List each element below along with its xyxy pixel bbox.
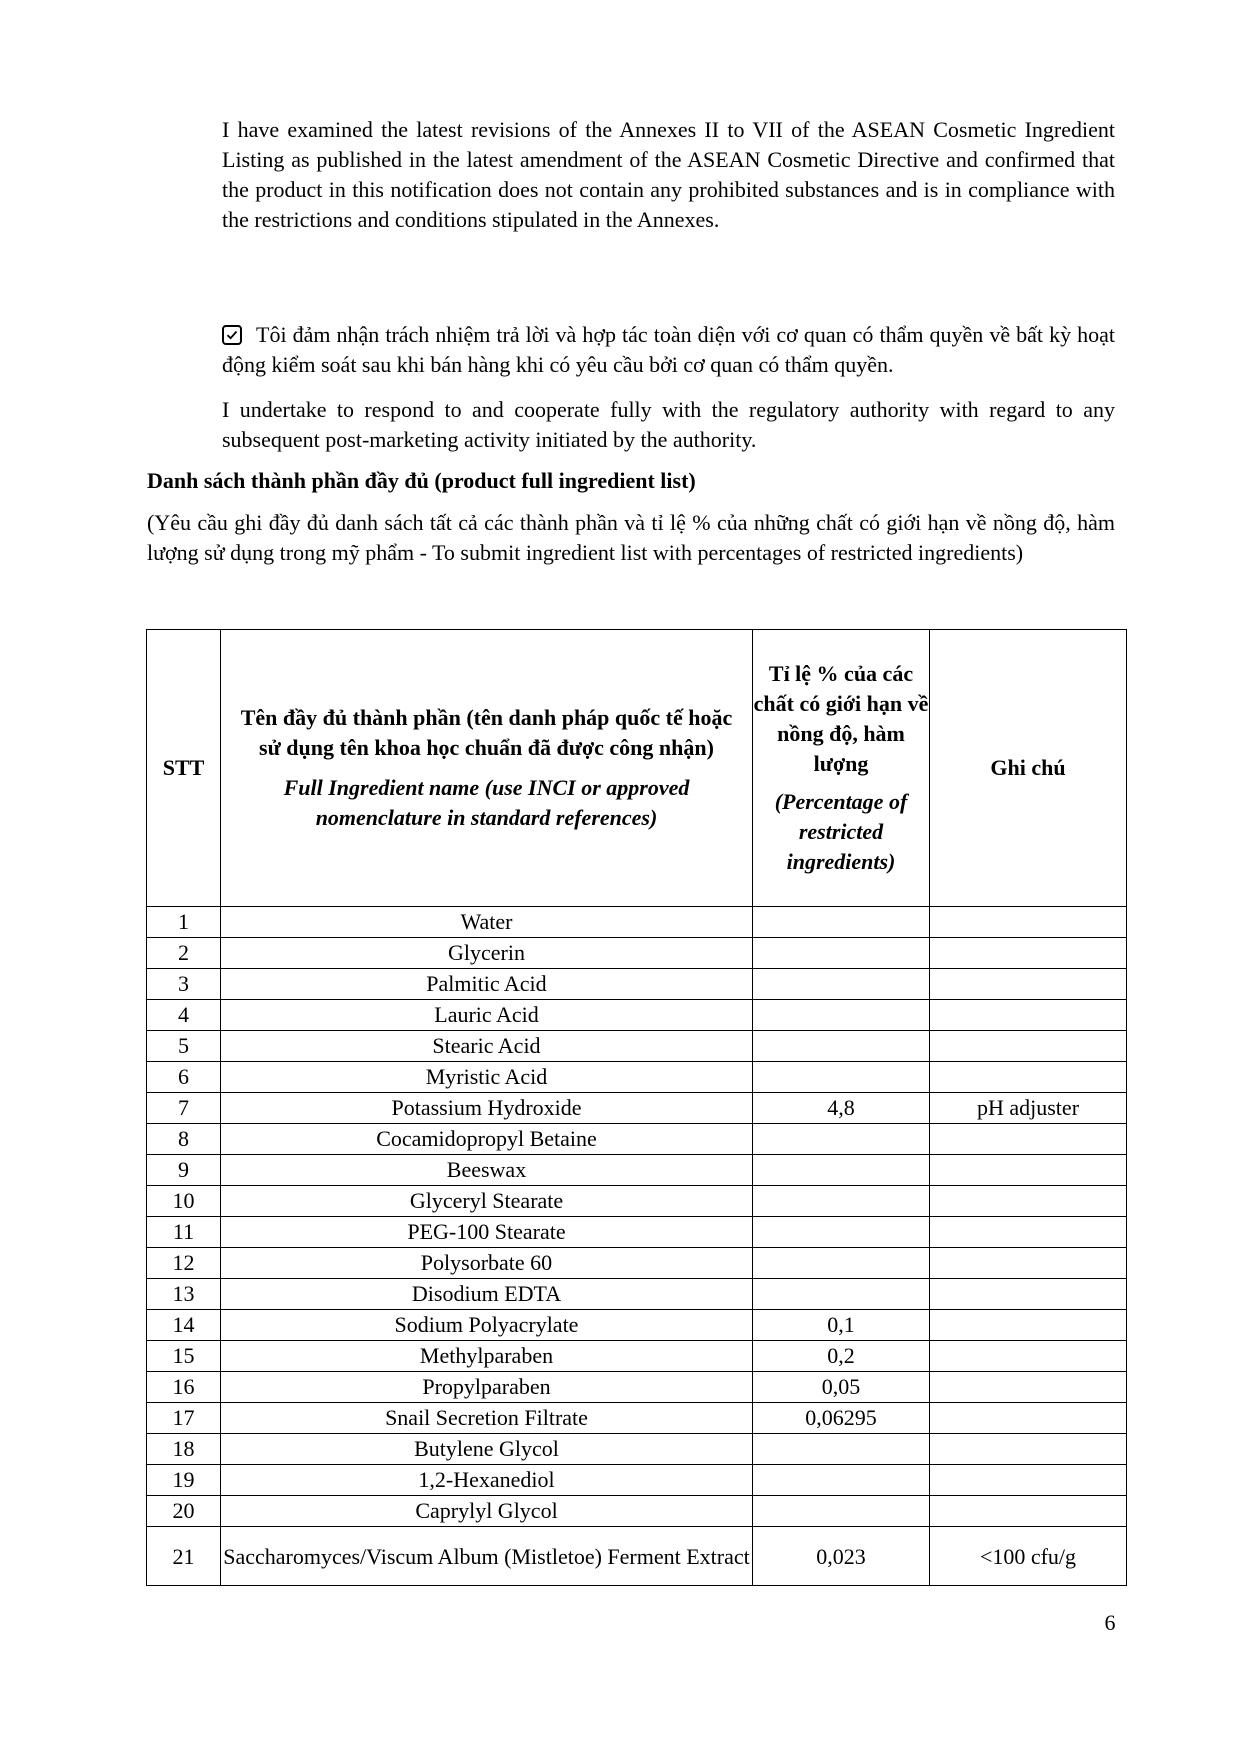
table-row [147,1310,1127,1341]
table-row [147,1279,1127,1310]
table-row [147,938,1127,969]
row-percentage [753,1248,930,1279]
row-percentage [753,1062,930,1093]
row-percentage [753,1155,930,1186]
row-note [930,1248,1127,1279]
row-percentage: 0,1 [753,1310,930,1341]
header-percent-vi: Tỉ lệ % của các chất có giới hạn về nồng độ, hàm lượng [753,661,929,776]
row-stt: 17 [147,1403,221,1434]
row-stt: 13 [147,1279,221,1310]
row-stt: 16 [147,1372,221,1403]
row-note [930,1279,1127,1310]
row-ingredient: Beeswax [221,1155,753,1186]
page-number: 6 [1104,1610,1116,1635]
row-percentage: 0,2 [753,1341,930,1372]
row-ingredient: Myristic Acid [221,1062,753,1093]
row-stt: 12 [147,1248,221,1279]
row-note [930,1372,1127,1403]
row-stt: 15 [147,1341,221,1372]
table-row [147,1248,1127,1279]
checkmark-icon [226,329,238,341]
row-ingredient: Potassium Hydroxide [221,1093,753,1124]
table-row [147,1155,1127,1186]
row-note [930,1465,1127,1496]
table-row [147,1465,1127,1496]
table-row [147,1000,1127,1031]
row-percentage [753,1186,930,1217]
row-ingredient: Cocamidopropyl Betaine [221,1124,753,1155]
row-percentage: 0,05 [753,1372,930,1403]
row-note [930,1186,1127,1217]
table-row [147,1124,1127,1155]
row-percentage: 0,023 [753,1527,930,1586]
header-percent-en: (Percentage of restricted ingredients) [774,789,908,874]
row-ingredient: Caprylyl Glycol [221,1496,753,1527]
row-note [930,938,1127,969]
ingredient-list-instruction: (Yêu cầu ghi đầy đủ danh sách tất cả các thành phần và tỉ lệ % của những chất có giới hạn về nồng độ, hàm lượng sử dụng trong mỹ phẩm - To submit ingredient list with percentages of restricted ingredients) [147,510,1115,565]
table-header-row [147,630,1127,907]
annex-statement: I have examined the latest revisions of the Annexes II to VII of the ASEAN Cosmetic Ingredient Listing as published in the latest amendment of the ASEAN Cosmetic Directive and confirmed that the product in this notification does not contain any prohibited substances and is in compliance with the restrictions and conditions stipulated in the Annexes. [222,117,1115,232]
ingredient-table [146,629,1127,1586]
table-row [147,1403,1127,1434]
row-percentage [753,1279,930,1310]
row-note [930,1403,1127,1434]
row-note [930,1124,1127,1155]
row-percentage [753,1217,930,1248]
row-ingredient: Snail Secretion Filtrate [221,1403,753,1434]
table-row [147,907,1127,938]
row-percentage [753,1496,930,1527]
row-stt: 3 [147,969,221,1000]
table-row [147,1062,1127,1093]
header-percentage [753,630,930,907]
row-note [930,1310,1127,1341]
row-ingredient: Lauric Acid [221,1000,753,1031]
header-name-vi: Tên đầy đủ thành phần (tên danh pháp quốc tế hoặc sử dụng tên khoa học chuẩn đã được công nhận) [240,705,733,760]
row-percentage [753,1465,930,1496]
row-note [930,1031,1127,1062]
ingredient-list-heading: Danh sách thành phần đầy đủ (product full ingredient list) [147,468,696,493]
row-note [930,1000,1127,1031]
row-stt: 7 [147,1093,221,1124]
row-percentage [753,1124,930,1155]
checked-checkbox-icon[interactable] [222,325,242,345]
table-row [147,1434,1127,1465]
row-stt: 11 [147,1217,221,1248]
row-percentage [753,907,930,938]
table-row [147,1341,1127,1372]
table-row [147,1186,1127,1217]
row-note [930,969,1127,1000]
row-note [930,1434,1127,1465]
row-percentage: 4,8 [753,1093,930,1124]
row-note [930,1217,1127,1248]
row-ingredient: 1,2-Hexanediol [221,1465,753,1496]
row-stt: 8 [147,1124,221,1155]
row-percentage [753,1031,930,1062]
undertaking-en: I undertake to respond to and cooperate fully with the regulatory authority with regard to any subsequent post-marketing activity initiated by the authority. [222,397,1115,452]
row-stt: 18 [147,1434,221,1465]
row-ingredient: Saccharomyces/Viscum Album (Mistletoe) Ferment Extract [221,1527,753,1586]
row-percentage [753,1434,930,1465]
row-note: pH adjuster [930,1093,1127,1124]
row-percentage: 0,06295 [753,1403,930,1434]
undertaking-vi-text: Tôi đảm nhận trách nhiệm trả lời và hợp tác toàn diện với cơ quan có thẩm quyền về bất kỳ hoạt động kiểm soát sau khi bán hàng khi có yêu cầu bởi cơ quan có thẩm quyền. [222,322,1115,377]
undertaking-vi-paragraph [222,320,1115,380]
row-stt: 14 [147,1310,221,1341]
row-stt: 10 [147,1186,221,1217]
row-stt: 20 [147,1496,221,1527]
row-percentage [753,938,930,969]
row-note [930,1496,1127,1527]
table-row [147,1031,1127,1062]
row-ingredient: Stearic Acid [221,1031,753,1062]
table-row [147,1372,1127,1403]
table-row [147,1527,1127,1586]
table-row [147,1093,1127,1124]
row-note [930,1062,1127,1093]
row-ingredient: Sodium Polyacrylate [221,1310,753,1341]
row-stt: 9 [147,1155,221,1186]
row-percentage [753,1000,930,1031]
row-stt: 6 [147,1062,221,1093]
row-ingredient: Glyceryl Stearate [221,1186,753,1217]
row-stt: 19 [147,1465,221,1496]
header-note: Ghi chú [930,630,1127,907]
row-ingredient: Glycerin [221,938,753,969]
row-note [930,907,1127,938]
row-note [930,1155,1127,1186]
row-note: <100 cfu/g [930,1527,1127,1586]
header-stt: STT [147,630,221,907]
row-stt: 1 [147,907,221,938]
header-ingredient-name [221,630,753,907]
row-percentage [753,969,930,1000]
row-ingredient: Disodium EDTA [221,1279,753,1310]
row-note [930,1341,1127,1372]
row-ingredient: Polysorbate 60 [221,1248,753,1279]
row-stt: 4 [147,1000,221,1031]
row-ingredient: Palmitic Acid [221,969,753,1000]
table-row [147,969,1127,1000]
row-ingredient: Water [221,907,753,938]
header-name-en: Full Ingredient name (use INCI or approved nomenclature in standard references) [283,775,690,830]
row-stt: 21 [147,1527,221,1586]
table-row [147,1217,1127,1248]
row-ingredient: Butylene Glycol [221,1434,753,1465]
row-stt: 5 [147,1031,221,1062]
row-ingredient: Propylparaben [221,1372,753,1403]
row-stt: 2 [147,938,221,969]
row-ingredient: Methylparaben [221,1341,753,1372]
table-row [147,1496,1127,1527]
row-ingredient: PEG-100 Stearate [221,1217,753,1248]
